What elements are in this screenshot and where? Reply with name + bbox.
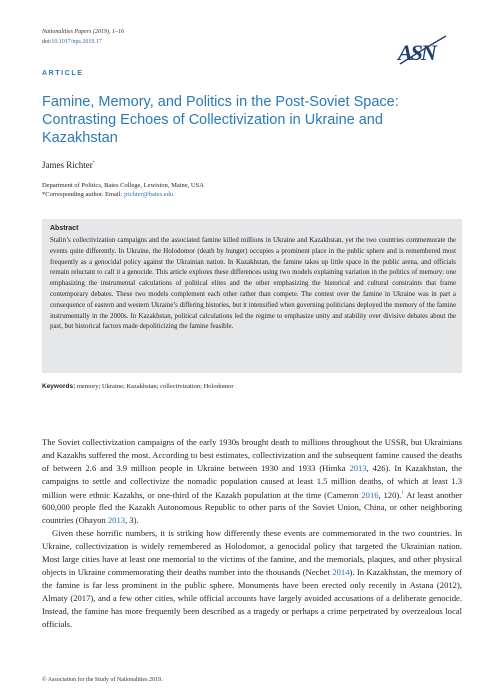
body-text-run: Given these horrific numbers, it is striking how differently these events are commemorated in the two countries. In Ukraine, collectivization is widely remembered as Holodomor, a genocidal policy that targeted the Ukrainian nation. Most large cities have at least one memorial to the victims of the famine, and the memorials, plaques, and other physical objects in Ukraine commemorating their deaths number into the thousands (Nechet	[42, 528, 462, 577]
keywords-line	[42, 383, 462, 390]
article-type-label: ARTICLE	[42, 70, 84, 77]
asn-logo-text: ASN	[398, 40, 435, 65]
copyright-footer: © Association for the Study of Nationalities 2019.	[42, 677, 163, 683]
body-text-run: , 120).	[378, 489, 402, 500]
author-mark: *	[92, 161, 96, 166]
corresponding-prefix: *Corresponding author. Email:	[42, 191, 124, 198]
author-line	[42, 160, 95, 170]
abstract-text: Stalin’s collectivization campaigns and the associated famine killed millions in Ukraine and Kazakhstan, yet the two countries commemorate the events quite differently. In Ukraine, the Holodomor (death by hunger) occupies a prominent place in the public sphere and is remembered most frequently as a genocidal policy against the Ukrainian nation. In Kazakhstan, the famine takes up little space in the public arena, and officials remain reluctant to call it a genocide. This article explores these differences using two models explaining variation in the politics of memory: one emphasizing the instrumental calculations of political elites and the other emphasizing the historical and cultural constraints that frame contemporary debates. These two models complement each other rather than compete. The contest over the famine in Ukraine was in part a consequence of eastern and western Ukraine’s differing histories, but it intensified when governing politicians deployed the memory of the famine instrumentally in the 2000s. In Kazakhstan, political calculations led the regime to emphasize unity and stability over divisive debates about the past, but historical factors made depoliticizing the famine feasible.	[50, 237, 456, 331]
body-text-run: , 3).	[125, 515, 139, 526]
citation-link[interactable]: 2016	[361, 489, 379, 500]
body-paragraph-2	[42, 527, 462, 630]
article-title: Famine, Memory, and Politics in the Post-Soviet Space: Contrasting Echoes of Collectivization in Ukraine and Kazakhstan	[42, 94, 399, 146]
affiliation-block	[42, 181, 204, 199]
abstract-heading: Abstract	[50, 225, 79, 232]
author-email-link[interactable]: jrichter@bates.edu	[123, 191, 174, 198]
citation-link[interactable]: 2013	[349, 462, 367, 473]
doi-link[interactable]: 10.1017/nps.2019.17	[51, 39, 102, 45]
body-text-run: ). In Kazakhstan, the memory of the famine is far less prominent in the public sphere. Monuments have been erected only recently in Astana (2012), Almaty (2017), and a few other cities, while official accounts have largely avoided accusations of a deliberate genocide. Instead, the famine has more frequently been described as a tragedy or perhaps a crime perpetrated by overzealous local officials.	[42, 566, 462, 629]
author-name[interactable]: James Richter	[42, 160, 93, 170]
asn-logo	[394, 30, 450, 70]
body-text-run: , 426). In Kazakhstan, the campaigns to settle and collectivize the nomadic population caused at least 1.5 million deaths, of which at least 1.3 million were ethnic Kazakhs, or one-third of the Kazakh population at the time (Cameron	[42, 462, 462, 500]
body-text-run: The Soviet collectivization campaigns of the early 1930s brought death to millions throughout the USSR, but Ukrainians and Kazakhs suffered the most. According to best estimates, collectivization and the subsequent famine caused the deaths of between 2.6 and 3.9 million people in Ukraine between 1930 and 1933 (Himka	[42, 437, 462, 473]
affiliation-dept: Department of Politics, Bates College, Lewiston, Maine, USA	[42, 182, 204, 189]
body-text-run: At least another 600,000 people fled the Kazakh Autonomous Republic to other parts of the Soviet Union, China, or other neighboring countries (Ohayon	[42, 489, 462, 526]
citation-link[interactable]: 2013	[107, 515, 126, 526]
body-text	[42, 436, 462, 630]
doi-prefix: doi:	[42, 39, 52, 45]
footnote-marker[interactable]: 1	[401, 490, 404, 496]
journal-citation: Nationalities Papers (2019), 1–16	[42, 29, 124, 35]
body-paragraph-1	[42, 436, 462, 527]
keywords-label: Keywords:	[42, 383, 76, 390]
keywords-text: memory; Ukraine; Kazakhstan; collectivization; Holodomor	[76, 383, 234, 390]
doi-line	[42, 38, 102, 46]
corresponding-author	[42, 190, 204, 199]
citation-link[interactable]: 2014	[332, 566, 350, 577]
